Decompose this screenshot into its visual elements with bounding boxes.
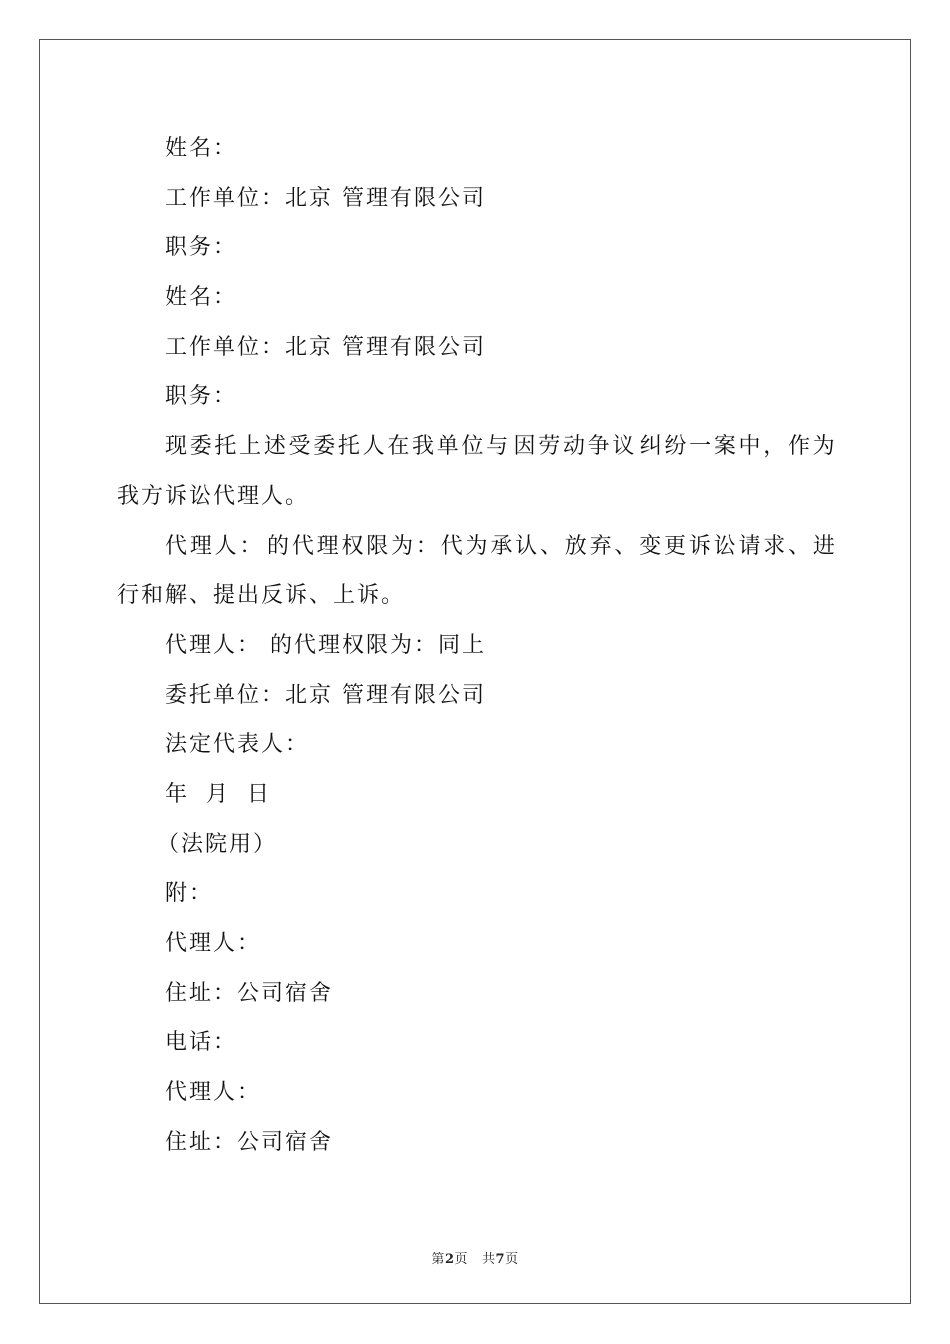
char: 变 — [639, 533, 662, 559]
char: 代 — [165, 533, 188, 559]
char: 委 — [189, 434, 212, 460]
agent-phone: 电话： — [165, 1030, 238, 1056]
char: 单 — [436, 434, 459, 460]
char: 理 — [189, 533, 212, 559]
char: 弃 — [589, 533, 612, 559]
char: 更 — [664, 533, 687, 559]
entrustment-paragraph-line-1 — [117, 422, 835, 472]
char: 与 — [486, 434, 509, 460]
agent-label-1: 代理人： — [165, 931, 262, 956]
char: 代 — [440, 533, 463, 559]
char: 承 — [490, 533, 513, 559]
char: 争 — [587, 434, 610, 460]
total-suffix: 页 — [505, 1252, 519, 1267]
entrusting-unit: 委托单位：北京 管理有限公司 — [165, 682, 486, 708]
char: 为 — [465, 533, 488, 559]
char: 、 — [614, 533, 637, 559]
char: 讼 — [713, 533, 736, 559]
authority-paragraph-line-2: 行和解、提出反诉、上诉。 — [117, 583, 406, 609]
char: 作 — [787, 434, 810, 460]
char: 代 — [291, 533, 314, 559]
char: 、 — [788, 533, 811, 559]
principal-position-2: 职务： — [165, 384, 238, 410]
authority-paragraph-line-1 — [117, 522, 835, 572]
char: 案 — [713, 434, 736, 460]
agent-address-2: 住址：公司宿舍 — [165, 1129, 334, 1155]
document-body — [117, 124, 835, 1167]
char: 上 — [239, 434, 262, 460]
char: 述 — [263, 434, 286, 460]
entrustment-paragraph-line-2: 我方诉讼代理人。 — [117, 483, 310, 509]
char: ， — [763, 434, 786, 460]
char: 一 — [689, 434, 712, 460]
char: 受 — [288, 434, 311, 460]
principal-name-1: 姓名： — [165, 136, 238, 161]
principal-position-1: 职务： — [165, 235, 238, 261]
char: 中 — [738, 434, 761, 460]
page-suffix: 页 — [454, 1252, 468, 1267]
date-line: 年 月 日 — [165, 781, 271, 807]
char: 我 — [412, 434, 435, 460]
principal-name-2: 姓名： — [165, 285, 238, 311]
agent-label-2: 代理人： — [165, 1080, 262, 1106]
char: 托 — [214, 434, 237, 460]
page-number: 2 — [444, 1252, 455, 1267]
agent-address-1: 住址：公司宿舍 — [165, 980, 334, 1006]
char: 认 — [515, 533, 538, 559]
page-prefix: 第 — [431, 1252, 445, 1267]
char: 、 — [539, 533, 562, 559]
char: 托 — [337, 434, 360, 460]
char: 的 — [267, 533, 290, 559]
char: 进 — [812, 533, 835, 559]
char: ： — [239, 533, 262, 559]
char: 限 — [366, 533, 389, 559]
char: 现 — [165, 434, 188, 460]
char: 纷 — [664, 434, 687, 460]
char: 动 — [562, 434, 585, 460]
legal-representative: 法定代表人： — [165, 732, 310, 758]
char: 人 — [362, 434, 385, 460]
char: 诉 — [688, 533, 711, 559]
char: 为 — [812, 434, 835, 460]
char: 议 — [612, 434, 635, 460]
char: 纠 — [639, 434, 662, 460]
total-prefix: 共 — [482, 1252, 496, 1267]
char: 委 — [313, 434, 336, 460]
char: 请 — [738, 533, 761, 559]
char: 求 — [763, 533, 786, 559]
char: 放 — [564, 533, 587, 559]
authority-same: 代理人： 的代理权限为：同上 — [165, 632, 486, 658]
char: 劳 — [538, 434, 561, 460]
char: 位 — [461, 434, 484, 460]
char: 因 — [513, 434, 536, 460]
principal-employer-1: 工作单位：北京 管理有限公司 — [165, 185, 486, 211]
char: ： — [415, 533, 438, 559]
page-footer — [0, 1248, 950, 1267]
principal-employer-2: 工作单位：北京 管理有限公司 — [165, 334, 486, 360]
char: 为 — [391, 533, 414, 559]
char: 理 — [316, 533, 339, 559]
char: 人 — [214, 533, 237, 559]
attachment-label: 附： — [165, 881, 214, 907]
court-use-label: （法院用） — [157, 831, 278, 857]
total-pages: 7 — [495, 1252, 506, 1267]
char: 权 — [341, 533, 364, 559]
char: 在 — [387, 434, 410, 460]
